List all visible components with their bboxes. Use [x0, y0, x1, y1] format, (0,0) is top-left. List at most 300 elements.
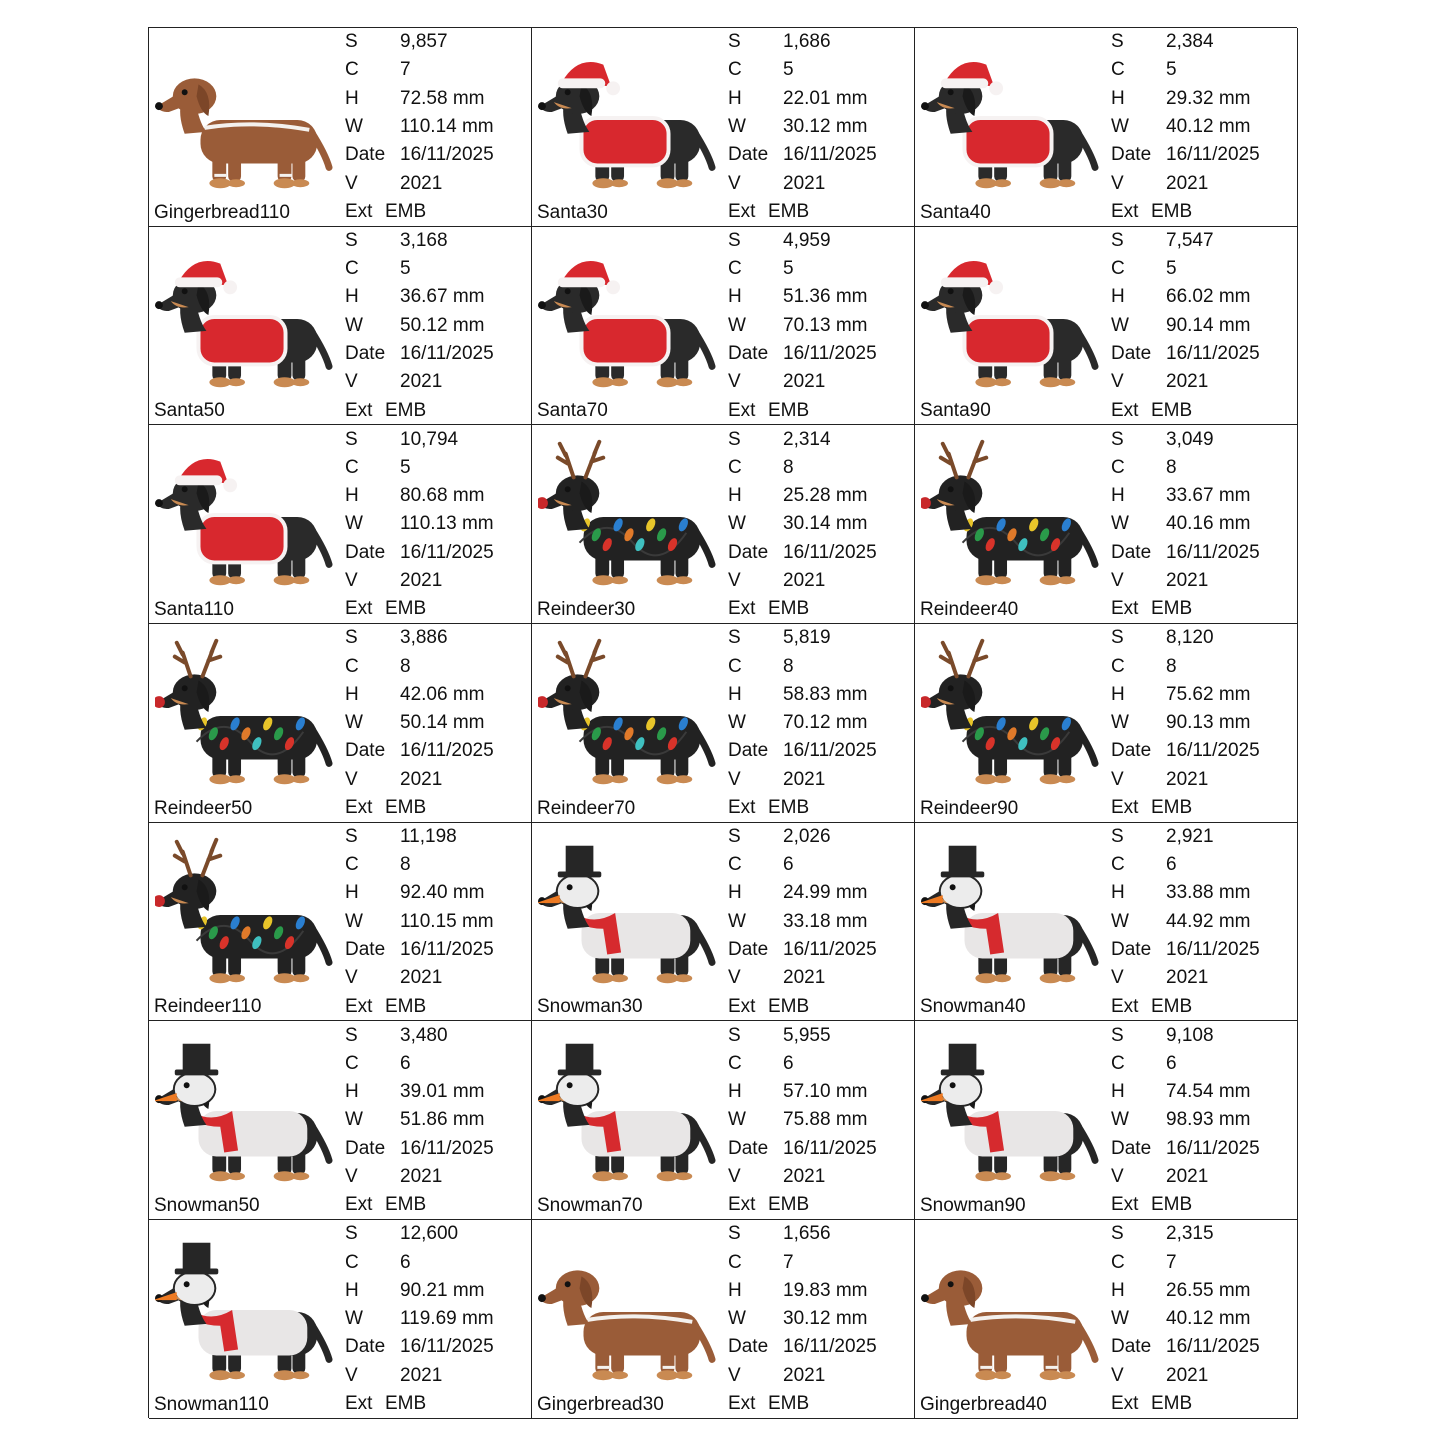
stat-row-ext: [1111, 794, 1296, 822]
snowman-dachshund-icon: [538, 831, 716, 991]
stat-value: 72.58 mm: [400, 87, 485, 109]
stat-value: 50.14 mm: [400, 712, 485, 734]
design-card: [532, 624, 915, 823]
stat-value: EMB: [1151, 796, 1193, 818]
stat-label: Ext: [1111, 1393, 1139, 1415]
stat-value: 40.12 mm: [1166, 1308, 1251, 1330]
stat-value: 74.54 mm: [1166, 1081, 1251, 1103]
stat-value: 8: [1166, 456, 1177, 478]
stat-value: 6: [783, 1052, 794, 1074]
stat-row-date: [345, 539, 530, 567]
stat-value: 16/11/2025: [783, 1336, 877, 1358]
stat-value: 2021: [783, 1166, 826, 1188]
stat-row-h: [1111, 879, 1296, 907]
stat-label: S: [1111, 825, 1124, 847]
stat-row-c: [728, 1248, 913, 1276]
stat-row-c: [728, 1050, 913, 1078]
stat-value: 16/11/2025: [400, 144, 494, 166]
stat-row-w: [345, 510, 530, 538]
design-name: Santa110: [154, 599, 234, 621]
stat-value: EMB: [385, 598, 427, 620]
stat-label: V: [728, 172, 741, 194]
reindeer-dachshund-icon: [538, 433, 716, 593]
stat-value: 50.12 mm: [400, 314, 485, 336]
stat-value: 6: [400, 1251, 411, 1273]
stat-label: S: [728, 627, 741, 649]
stat-row-w: [1111, 312, 1296, 340]
stat-label: S: [1111, 627, 1124, 649]
stat-value: 3,480: [400, 1024, 448, 1046]
stat-label: Date: [728, 939, 769, 961]
design-card: [532, 823, 915, 1022]
stat-value: EMB: [385, 1393, 427, 1415]
stat-row-c: [345, 1248, 530, 1276]
stat-value: 4,959: [783, 229, 831, 251]
stat-row-date: [345, 936, 530, 964]
stat-label: S: [345, 1024, 358, 1046]
stat-value: 30.14 mm: [783, 513, 868, 535]
design-card: [915, 823, 1298, 1022]
stat-value: 80.68 mm: [400, 485, 485, 507]
stat-value: 8,120: [1166, 627, 1214, 649]
stat-label: C: [728, 456, 742, 478]
stat-value: 10,794: [400, 428, 459, 450]
gingerbread-dachshund-icon: [538, 1228, 716, 1388]
design-stats: [345, 1220, 530, 1418]
stat-row-s: [1111, 624, 1296, 652]
santa-dachshund-icon: [155, 433, 333, 593]
design-stats: [728, 1021, 913, 1219]
stat-row-w: [345, 1106, 530, 1134]
stat-label: Ext: [345, 796, 373, 818]
design-card: [149, 227, 532, 426]
stat-label: S: [1111, 1223, 1124, 1245]
stat-label: Date: [1111, 541, 1152, 563]
stat-label: H: [345, 485, 359, 507]
stat-label: Ext: [728, 598, 756, 620]
stat-value: 16/11/2025: [1166, 144, 1260, 166]
stat-label: S: [728, 1024, 741, 1046]
stat-value: 2021: [400, 1166, 443, 1188]
stat-label: V: [345, 1166, 358, 1188]
design-stats: [345, 1021, 530, 1219]
stat-label: Date: [345, 541, 386, 563]
stat-row-w: [345, 113, 530, 141]
stat-label: V: [1111, 570, 1124, 591]
stat-label: W: [728, 513, 746, 535]
stat-row-ext: [728, 1390, 913, 1418]
stat-row-date: [1111, 1135, 1296, 1163]
stat-label: W: [345, 712, 363, 734]
stat-row-v: [1111, 1362, 1296, 1390]
stat-row-ext: [345, 1191, 530, 1219]
stat-row-c: [345, 851, 530, 879]
stat-value: 44.92 mm: [1166, 910, 1251, 932]
stat-value: 2021: [400, 570, 443, 591]
stat-value: 57.10 mm: [783, 1081, 868, 1103]
stat-label: Date: [1111, 144, 1152, 166]
stat-value: 2021: [400, 768, 443, 790]
stat-label: V: [1111, 1166, 1124, 1188]
stat-label: Date: [728, 343, 769, 365]
stat-value: 51.36 mm: [783, 286, 868, 308]
stat-row-v: [728, 964, 913, 992]
stat-label: H: [345, 1081, 359, 1103]
stat-row-h: [728, 482, 913, 510]
stat-row-ext: [728, 993, 913, 1021]
design-stats: [1111, 624, 1296, 822]
stat-label: Date: [728, 144, 769, 166]
stat-row-w: [345, 908, 530, 936]
stat-value: 1,686: [783, 31, 831, 53]
stat-value: EMB: [385, 399, 427, 421]
design-name: Snowman40: [920, 996, 1026, 1018]
design-stats: [1111, 1220, 1296, 1418]
stat-row-v: [1111, 567, 1296, 595]
design-name: Santa50: [154, 400, 225, 422]
stat-label: Ext: [1111, 200, 1139, 222]
stat-label: C: [345, 1251, 359, 1273]
stat-label: W: [1111, 314, 1129, 336]
stat-row-ext: [728, 595, 913, 623]
stat-label: W: [1111, 910, 1129, 932]
stat-label: Date: [728, 1336, 769, 1358]
stat-value: 2021: [1166, 371, 1209, 393]
reindeer-dachshund-icon: [155, 632, 333, 792]
stat-value: 26.55 mm: [1166, 1279, 1251, 1301]
stat-label: H: [1111, 1279, 1125, 1301]
stat-value: 8: [1166, 655, 1177, 677]
stat-row-c: [728, 56, 913, 84]
stat-label: W: [1111, 1109, 1129, 1131]
stat-label: V: [1111, 967, 1124, 989]
stat-value: 2,026: [783, 825, 831, 847]
stat-value: 2021: [1166, 1364, 1209, 1386]
stat-row-w: [728, 510, 913, 538]
stat-row-ext: [1111, 993, 1296, 1021]
stat-value: 16/11/2025: [783, 144, 877, 166]
stat-label: H: [728, 1081, 742, 1103]
stat-row-h: [728, 1078, 913, 1106]
stat-row-v: [345, 766, 530, 794]
stat-label: W: [345, 910, 363, 932]
stat-row-ext: [728, 396, 913, 424]
snowman-dachshund-icon: [538, 1029, 716, 1189]
design-card: [532, 227, 915, 426]
design-name: Snowman90: [920, 1195, 1026, 1217]
stat-row-ext: [345, 993, 530, 1021]
design-name: Reindeer110: [154, 996, 262, 1018]
stat-value: 5,819: [783, 627, 831, 649]
stat-value: EMB: [768, 399, 810, 421]
stat-row-ext: [345, 198, 530, 226]
stat-row-v: [728, 368, 913, 396]
stat-row-c: [345, 652, 530, 680]
design-card: [149, 28, 532, 227]
stat-value: 16/11/2025: [783, 740, 877, 762]
stat-row-h: [345, 85, 530, 113]
stat-label: H: [728, 87, 742, 109]
stat-label: W: [728, 314, 746, 336]
stat-value: EMB: [768, 995, 810, 1017]
reindeer-dachshund-icon: [155, 831, 333, 991]
stat-label: Ext: [1111, 399, 1139, 421]
stat-row-c: [1111, 851, 1296, 879]
design-name: Reindeer30: [537, 599, 636, 621]
snowman-dachshund-icon: [155, 1029, 333, 1189]
stat-label: S: [345, 229, 358, 251]
stat-label: C: [1111, 1052, 1125, 1074]
stat-label: W: [1111, 116, 1129, 138]
stat-value: 2,315: [1166, 1223, 1214, 1245]
stat-value: 70.13 mm: [783, 314, 868, 336]
stat-value: 16/11/2025: [400, 1336, 494, 1358]
stat-row-date: [1111, 539, 1296, 567]
stat-row-v: [728, 1362, 913, 1390]
design-stats: [345, 425, 530, 623]
stat-row-h: [1111, 681, 1296, 709]
stat-row-v: [1111, 766, 1296, 794]
stat-value: 3,049: [1166, 428, 1214, 450]
stat-row-w: [1111, 510, 1296, 538]
design-card: [915, 227, 1298, 426]
stat-row-w: [728, 113, 913, 141]
stat-row-date: [728, 1333, 913, 1361]
stat-label: H: [728, 882, 742, 904]
stat-label: S: [728, 428, 741, 450]
stat-value: 2021: [783, 172, 826, 194]
stat-row-ext: [1111, 1191, 1296, 1219]
stat-value: 16/11/2025: [783, 1137, 877, 1159]
stat-label: Ext: [1111, 995, 1139, 1017]
design-card: [149, 823, 532, 1022]
stat-value: 16/11/2025: [400, 939, 494, 961]
stat-label: H: [728, 485, 742, 507]
stat-value: 42.06 mm: [400, 683, 485, 705]
design-name: Santa40: [920, 201, 991, 223]
design-name: Gingerbread40: [920, 1393, 1047, 1415]
design-card: [149, 1021, 532, 1220]
stat-value: EMB: [768, 1194, 810, 1216]
stat-label: S: [728, 229, 741, 251]
stat-row-s: [728, 425, 913, 453]
design-card: [149, 1220, 532, 1419]
stat-value: EMB: [1151, 995, 1193, 1017]
stat-label: S: [345, 627, 358, 649]
stat-row-w: [1111, 113, 1296, 141]
stat-label: Date: [1111, 343, 1152, 365]
stat-value: 2021: [400, 172, 443, 194]
design-name: Snowman110: [154, 1393, 269, 1415]
stat-value: 16/11/2025: [1166, 740, 1260, 762]
stat-value: 16/11/2025: [400, 1137, 494, 1159]
stat-label: W: [1111, 1308, 1129, 1330]
design-card: [915, 1021, 1298, 1220]
stat-row-w: [728, 1305, 913, 1333]
stat-row-s: [1111, 823, 1296, 851]
snowman-dachshund-icon: [921, 831, 1099, 991]
stat-row-c: [1111, 652, 1296, 680]
stat-label: Ext: [728, 1393, 756, 1415]
stat-value: 90.14 mm: [1166, 314, 1251, 336]
design-name: Gingerbread30: [537, 1393, 664, 1415]
stat-value: 40.16 mm: [1166, 513, 1251, 535]
stat-value: 51.86 mm: [400, 1109, 485, 1131]
stat-label: Ext: [345, 1194, 373, 1216]
stat-label: Date: [345, 1137, 386, 1159]
stat-value: 40.12 mm: [1166, 116, 1251, 138]
santa-dachshund-icon: [538, 235, 716, 395]
stat-label: Ext: [345, 1393, 373, 1415]
design-stats: [728, 28, 913, 226]
stat-value: 16/11/2025: [1166, 541, 1260, 563]
stat-label: W: [1111, 513, 1129, 535]
stat-value: 70.12 mm: [783, 712, 868, 734]
santa-dachshund-icon: [538, 36, 716, 196]
stat-label: H: [728, 286, 742, 308]
design-card: [532, 425, 915, 624]
stat-row-h: [345, 482, 530, 510]
stat-row-v: [728, 1163, 913, 1191]
stat-row-s: [728, 1220, 913, 1248]
stat-value: 110.15 mm: [400, 910, 494, 932]
snowman-dachshund-icon: [155, 1228, 333, 1388]
stat-value: 1,656: [783, 1223, 831, 1245]
stat-value: EMB: [1151, 200, 1193, 222]
stat-row-date: [1111, 1333, 1296, 1361]
design-stats: [728, 227, 913, 425]
stat-value: 33.18 mm: [783, 910, 868, 932]
stat-label: Date: [1111, 939, 1152, 961]
stat-row-w: [1111, 1305, 1296, 1333]
stat-value: 16/11/2025: [400, 740, 494, 762]
stat-row-w: [345, 1305, 530, 1333]
stat-row-s: [728, 1021, 913, 1049]
stat-value: 5,955: [783, 1024, 831, 1046]
stat-value: 2021: [400, 371, 443, 393]
stat-label: Ext: [728, 399, 756, 421]
stat-value: 33.67 mm: [1166, 485, 1251, 507]
design-stats: [728, 425, 913, 623]
stat-row-ext: [728, 1191, 913, 1219]
stat-row-c: [1111, 1248, 1296, 1276]
stat-row-ext: [345, 1390, 530, 1418]
stat-row-date: [728, 141, 913, 169]
stat-row-v: [1111, 368, 1296, 396]
stat-row-s: [345, 823, 530, 851]
stat-value: 16/11/2025: [400, 343, 494, 365]
stat-row-v: [1111, 964, 1296, 992]
stat-label: C: [728, 258, 742, 280]
stat-label: H: [345, 1279, 359, 1301]
stat-label: H: [345, 286, 359, 308]
stat-row-c: [728, 454, 913, 482]
design-name: Snowman70: [537, 1195, 643, 1217]
stat-row-h: [345, 681, 530, 709]
gingerbread-dachshund-icon: [921, 1228, 1099, 1388]
stat-row-s: [1111, 28, 1296, 56]
stat-value: 9,857: [400, 31, 448, 53]
stat-row-h: [728, 85, 913, 113]
stat-value: 12,600: [400, 1223, 459, 1245]
stat-row-v: [345, 964, 530, 992]
stat-value: 7,547: [1166, 229, 1214, 251]
design-stats: [728, 823, 913, 1021]
stat-label: W: [728, 910, 746, 932]
stat-label: C: [345, 258, 359, 280]
stat-label: H: [1111, 683, 1125, 705]
stat-label: S: [728, 31, 741, 53]
stat-label: V: [728, 570, 741, 591]
stat-row-c: [1111, 454, 1296, 482]
stat-value: 22.01 mm: [783, 87, 868, 109]
design-stats: [1111, 1021, 1296, 1219]
stat-value: 29.32 mm: [1166, 87, 1251, 109]
stat-label: W: [345, 1308, 363, 1330]
stat-label: Ext: [1111, 796, 1139, 818]
stat-label: V: [728, 371, 741, 393]
stat-label: Date: [728, 1137, 769, 1159]
stat-value: 90.21 mm: [400, 1279, 485, 1301]
stat-value: 75.88 mm: [783, 1109, 868, 1131]
stat-label: Date: [728, 541, 769, 563]
stat-row-h: [1111, 1078, 1296, 1106]
stat-label: V: [1111, 172, 1124, 194]
santa-dachshund-icon: [921, 235, 1099, 395]
stat-row-s: [728, 28, 913, 56]
stat-value: 16/11/2025: [783, 541, 877, 563]
stat-value: 2021: [1166, 172, 1209, 194]
stat-value: 16/11/2025: [1166, 1137, 1260, 1159]
stat-row-date: [345, 1135, 530, 1163]
stat-label: C: [1111, 59, 1125, 81]
stat-value: 19.83 mm: [783, 1279, 868, 1301]
stat-value: EMB: [385, 1194, 427, 1216]
stat-value: EMB: [1151, 399, 1193, 421]
stat-value: 2021: [1166, 570, 1209, 591]
santa-dachshund-icon: [155, 235, 333, 395]
stat-row-w: [1111, 908, 1296, 936]
stat-label: V: [1111, 1364, 1124, 1386]
stat-row-date: [1111, 936, 1296, 964]
stat-label: V: [728, 1166, 741, 1188]
stat-label: H: [1111, 286, 1125, 308]
stat-value: 110.13 mm: [400, 513, 494, 535]
stat-value: 5: [400, 456, 411, 478]
stat-row-c: [1111, 255, 1296, 283]
stat-value: EMB: [768, 598, 810, 620]
stat-row-h: [728, 879, 913, 907]
design-name: Santa30: [537, 201, 608, 223]
stat-label: W: [728, 712, 746, 734]
stat-value: 2021: [783, 371, 826, 393]
stat-label: C: [728, 854, 742, 876]
design-name: Gingerbread110: [154, 201, 290, 223]
stat-row-s: [345, 28, 530, 56]
stat-value: 16/11/2025: [1166, 343, 1260, 365]
stat-label: W: [345, 314, 363, 336]
stat-value: EMB: [385, 796, 427, 818]
stat-value: 25.28 mm: [783, 485, 868, 507]
stat-value: 16/11/2025: [1166, 939, 1260, 961]
stat-value: 16/11/2025: [400, 541, 494, 563]
stat-label: V: [345, 371, 358, 393]
stat-row-h: [728, 681, 913, 709]
stat-value: 39.01 mm: [400, 1081, 485, 1103]
stat-value: EMB: [1151, 598, 1193, 620]
stat-row-c: [728, 851, 913, 879]
stat-row-date: [1111, 141, 1296, 169]
